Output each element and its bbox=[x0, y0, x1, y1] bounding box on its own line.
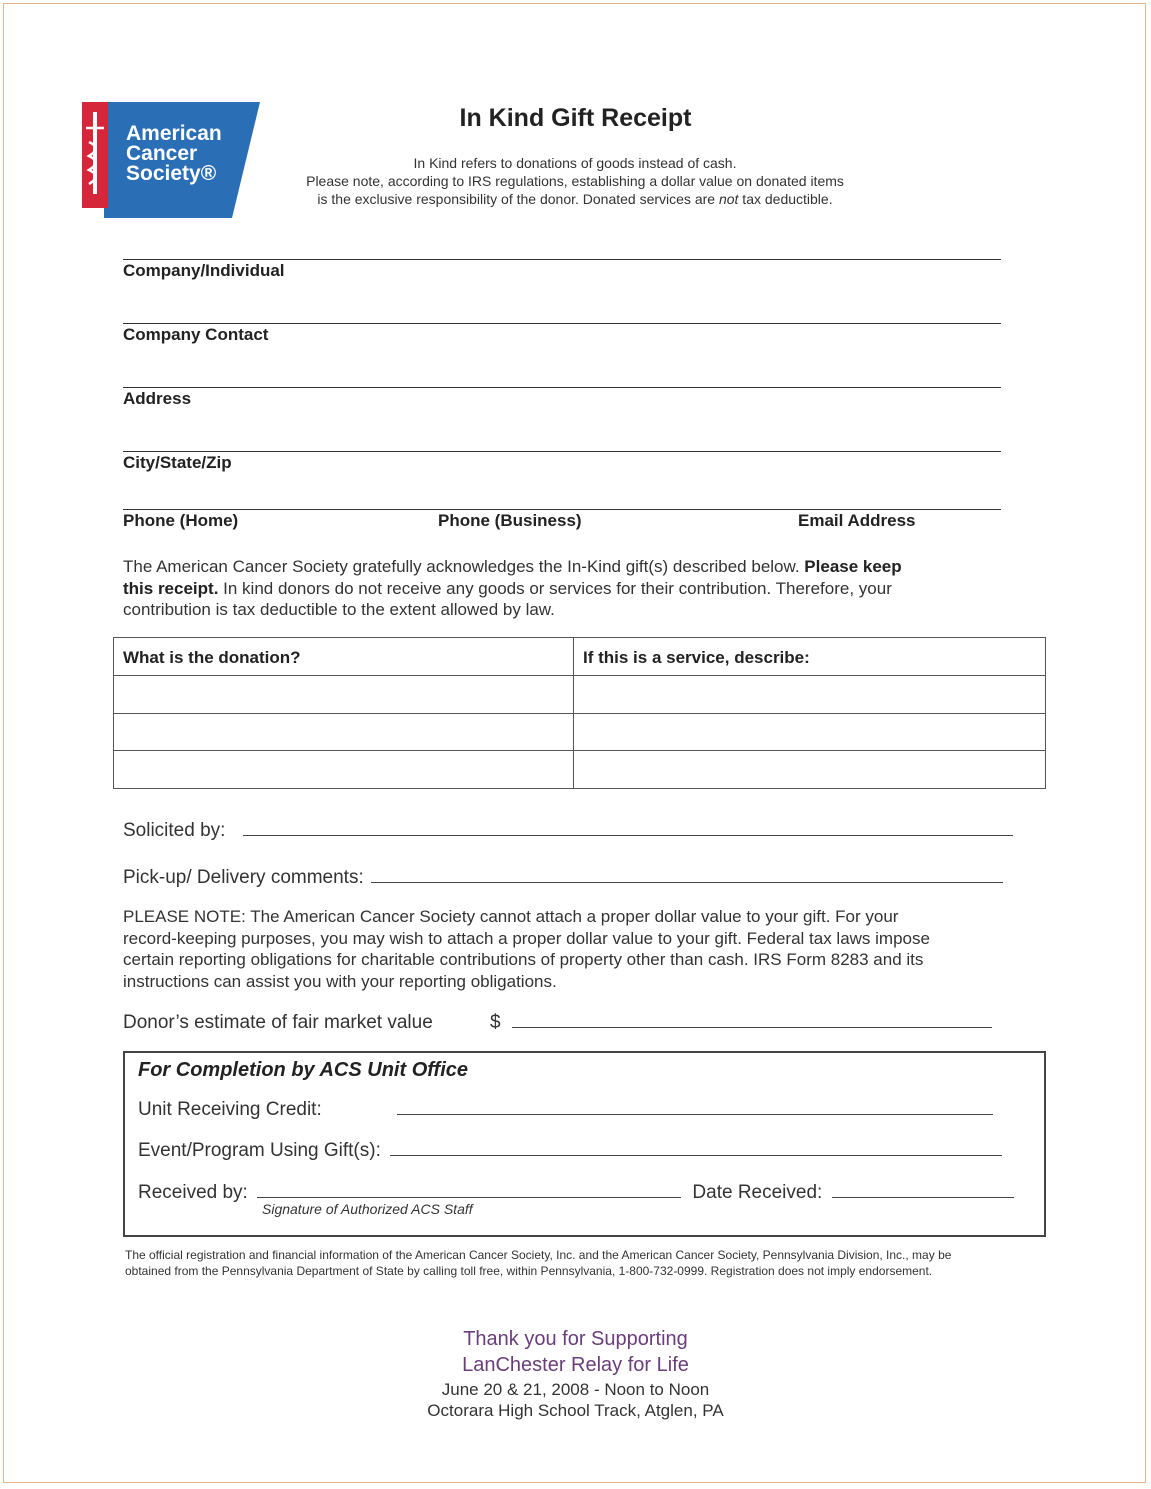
donation-cell-3[interactable] bbox=[114, 752, 573, 787]
page-title: In Kind Gift Receipt bbox=[459, 104, 692, 132]
unit-receiving-row bbox=[138, 1096, 993, 1121]
solicited-by-row bbox=[123, 817, 1023, 842]
donation-cell-2[interactable] bbox=[114, 715, 573, 749]
fair-market-label: Donor’s estimate of fair market value bbox=[123, 1012, 433, 1033]
thanks-line-2: LanChester Relay for Life bbox=[462, 1354, 689, 1376]
event-location: Octorara High School Track, Atglen, PA bbox=[427, 1401, 724, 1420]
please-note-line-4: instructions can assist you with your reporting obligations. bbox=[123, 971, 557, 991]
service-cell-1[interactable] bbox=[575, 677, 1045, 712]
pickup-comments-input[interactable] bbox=[371, 864, 1003, 883]
donation-cell-1[interactable] bbox=[114, 677, 573, 712]
phone-business-label: Phone (Business) bbox=[438, 511, 582, 530]
intro-line-2: Please note, according to IRS regulations, establishing a dollar value on donated items bbox=[306, 173, 844, 189]
acs-office-title: For Completion by ACS Unit Office bbox=[138, 1059, 469, 1081]
address-label: Address bbox=[123, 389, 192, 408]
company-individual-field[interactable] bbox=[123, 259, 1001, 280]
please-note-line-1: PLEASE NOTE: The American Cancer Society cannot attach a proper dollar value to your gift. For your bbox=[123, 907, 899, 926]
unit-receiving-label: Unit Receiving Credit: bbox=[138, 1099, 322, 1120]
please-note-line-2: record-keeping purposes, you may wish to attach a proper dollar value to your gift. Federal tax laws impose bbox=[123, 928, 930, 948]
footnote-line-1: The official registration and financial information of the American Cancer Society, Inc. and the American Cancer Society, Pennsylvania Division, Inc., may be bbox=[125, 1248, 952, 1262]
email-label: Email Address bbox=[798, 511, 916, 530]
company-contact-field[interactable] bbox=[123, 323, 1001, 344]
company-individual-label: Company/Individual bbox=[123, 261, 285, 280]
signature-note: Signature of Authorized ACS Staff bbox=[262, 1201, 473, 1217]
ack-bold-2: this receipt. bbox=[123, 578, 219, 598]
table-row-divider-2 bbox=[114, 713, 1045, 714]
address-field[interactable] bbox=[123, 387, 1001, 408]
registration-footnote bbox=[125, 1247, 1055, 1279]
intro-line-3-em: not bbox=[718, 191, 739, 207]
company-contact-label: Company Contact bbox=[123, 325, 269, 344]
fair-market-input[interactable] bbox=[512, 1009, 992, 1028]
intro-line-3 bbox=[230, 190, 920, 208]
pickup-comments-row bbox=[123, 864, 1023, 889]
intro-line-3b: tax deductible. bbox=[738, 191, 833, 207]
acknowledgement-paragraph bbox=[123, 556, 1023, 621]
thanks-block bbox=[0, 1326, 1151, 1378]
date-received-input[interactable] bbox=[832, 1179, 1014, 1198]
intro-text bbox=[230, 154, 920, 208]
received-by-label: Received by: bbox=[138, 1182, 248, 1203]
logo-line-1: American bbox=[126, 122, 222, 145]
event-program-row bbox=[138, 1137, 1002, 1162]
donation-table bbox=[113, 637, 1046, 789]
service-cell-3[interactable] bbox=[575, 752, 1045, 787]
service-cell-2[interactable] bbox=[575, 715, 1045, 749]
ack-bold-1: Please keep bbox=[804, 557, 902, 576]
city-state-zip-field[interactable] bbox=[123, 451, 1001, 472]
donation-column-header: What is the donation? bbox=[123, 648, 301, 667]
table-row-divider-3 bbox=[114, 750, 1045, 751]
pickup-comments-label: Pick-up/ Delivery comments: bbox=[123, 867, 364, 888]
phone-email-field[interactable] bbox=[123, 509, 1001, 530]
date-received-label: Date Received: bbox=[692, 1182, 823, 1203]
intro-line-1: In Kind refers to donations of goods instead of cash. bbox=[413, 155, 737, 171]
logo-line-2: Cancer bbox=[126, 142, 198, 165]
fair-market-row bbox=[123, 1009, 1023, 1034]
service-column-header: If this is a service, describe: bbox=[583, 648, 810, 667]
unit-receiving-input[interactable] bbox=[397, 1096, 993, 1115]
ack-part-1: The American Cancer Society gratefully acknowledges the In-Kind gift(s) described below. bbox=[123, 557, 805, 576]
intro-line-3a: is the exclusive responsibility of the donor. Donated services are bbox=[317, 191, 719, 207]
acknowledgement-line-2 bbox=[123, 578, 1023, 600]
ack-part-2: In kind donors do not receive any goods or services for their contribution. Therefore, your bbox=[218, 578, 892, 598]
please-note-line-3: certain reporting obligations for charitable contributions of property other than cash. IRS Form 8283 and its bbox=[123, 950, 924, 969]
currency-symbol: $ bbox=[490, 1012, 501, 1033]
table-row-divider-1 bbox=[114, 675, 1045, 676]
event-program-input[interactable] bbox=[390, 1137, 1002, 1156]
please-note-paragraph bbox=[123, 906, 1053, 992]
logo-line-3: Society® bbox=[126, 162, 217, 185]
solicited-by-label: Solicited by: bbox=[123, 820, 226, 841]
event-details bbox=[0, 1379, 1151, 1421]
acknowledgement-line-1 bbox=[123, 556, 1023, 578]
footnote-line-2: obtained from the Pennsylvania Department of State by calling toll free, within Pennsylvania, 1-800-732-0999. Registration does not imply endorsement. bbox=[125, 1264, 933, 1278]
solicited-by-input[interactable] bbox=[243, 817, 1013, 836]
event-program-label: Event/Program Using Gift(s): bbox=[138, 1140, 381, 1161]
acknowledgement-line-3: contribution is tax deductible to the extent allowed by law. bbox=[123, 600, 555, 619]
city-state-zip-label: City/State/Zip bbox=[123, 453, 232, 472]
thanks-line-1: Thank you for Supporting bbox=[463, 1328, 688, 1350]
received-by-input[interactable] bbox=[257, 1179, 681, 1198]
phone-home-label: Phone (Home) bbox=[123, 511, 239, 530]
event-date: June 20 & 21, 2008 - Noon to Noon bbox=[441, 1380, 710, 1399]
